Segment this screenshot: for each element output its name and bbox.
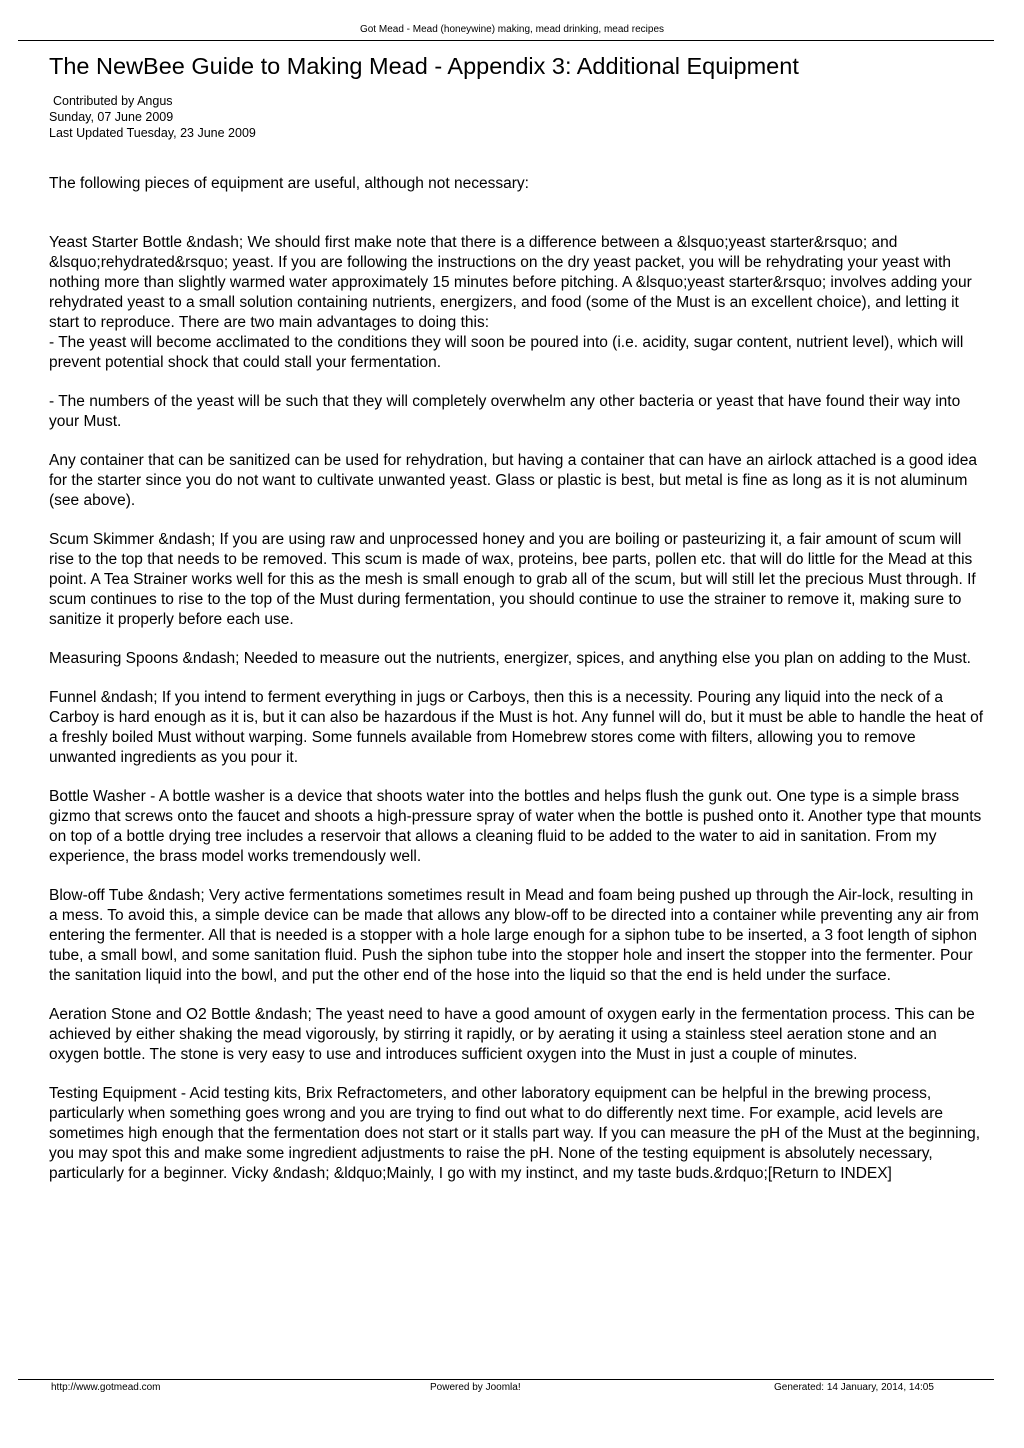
contributed-by: Contributed by Angus: [53, 94, 173, 108]
paragraph: Testing Equipment - Acid testing kits, Brix Refractometers, and other laboratory equipment can be helpful in the brewing process, particularly when something goes wrong and you are trying to find out what to do differently next time. For example, acid levels are sometimes high enough that the fermentation does not start or it stalls part way. If you can measure the pH of the Must at the beginning, you may spot this and make some ingredient adjustments to raise the pH. None of the testing equipment is absolutely necessary, particularly for a beginner. Vicky &ndash; &ldquo;Mainly, I go with my instinct, and my taste buds.&rdquo;[Return to INDEX]: [49, 1085, 981, 1182]
intro-paragraph: The following pieces of equipment are useful, although not necessary:: [49, 175, 529, 192]
paragraph: Scum Skimmer &ndash; If you are using raw and unprocessed honey and you are boiling or pasteurizing it, a fair amount of scum will rise to the top that needs to be removed. This scum is made of wax, proteins, bee parts, pollen etc. that will do little for the Mead at this point. A Tea Strainer works well for this as the mesh is small enough to grab all of the scum, but will still let the precious Must through. If scum continues to rise to the top of the Must during fermentation, you should continue to use the strainer to remove it, making sure to sanitize it properly before each use.: [49, 531, 976, 628]
paragraph: Blow-off Tube &ndash; Very active fermentations sometimes result in Mead and foam being pushed up through the Air-lock, resulting in a mess. To avoid this, a simple device can be made that allows any blow-off to be directed into a container while preventing any air from entering the fermenter. All that is needed is a stopper with a hole large enough for a siphon tube to be inserted, a 3 foot length of siphon tube, a small bowl, and some sanitation fluid. Push the siphon tube into the stopper hole and insert the stopper into the fermenter. Pour the sanitation liquid into the bowl, and put the other end of the hose into the liquid so that the end is held under the surface.: [49, 887, 979, 984]
last-updated: Last Updated Tuesday, 23 June 2009: [49, 126, 256, 140]
paragraph: Aeration Stone and O2 Bottle &ndash; The yeast need to have a good amount of oxygen early in the fermentation process. This can be achieved by either shaking the mead vigorously, by stirring it rapidly, or by aerating it using a stainless steel aeration stone and an oxygen bottle. The stone is very easy to use and introduces sufficient oxygen into the Must in just a couple of minutes.: [49, 1006, 975, 1063]
yeast-starter-section: [49, 233, 984, 373]
paragraph: - The numbers of the yeast will be such that they will completely overwhelm any other bacteria or yeast that have found their way into your Must.: [49, 393, 961, 430]
site-header-title: Got Mead - Mead (honeywine) making, mead drinking, mead recipes: [359, 24, 665, 35]
footer-generated: Generated: 14 January, 2014, 14:05: [774, 1382, 934, 1393]
header-divider: [18, 40, 994, 41]
paragraph: Yeast Starter Bottle &ndash; We should first make note that there is a difference between a &lsquo;yeast starter&rsquo; and &lsquo;rehydrated&rsquo; yeast. If you are following the instructions on the dry yeast packet, you will be rehydrating your yeast with nothing more than slightly warmed water approximately 15 minutes before pitching. A &lsquo;yeast starter&rsquo; involves adding your rehydrated yeast to a small solution containing nutrients, energizers, and food (some of the Must is an excellent choice), and letting it start to reproduce. There are two main advantages to doing this:: [49, 234, 972, 331]
footer-site-url[interactable]: http://www.gotmead.com: [51, 1382, 161, 1393]
paragraph: Any container that can be sanitized can be used for rehydration, but having a container that can have an airlock attached is a good idea for the starter since you do not want to cultivate unwanted yeast. Glass or plastic is best, but metal is fine as long as it is not aluminum (see above).: [49, 452, 978, 509]
article-meta: [49, 93, 256, 141]
page-title: The NewBee Guide to Making Mead - Appendix 3: Additional Equipment: [49, 53, 799, 79]
publish-date: Sunday, 07 June 2009: [49, 110, 174, 124]
paragraph: - The yeast will become acclimated to the conditions they will soon be poured into (i.e. acidity, sugar content, nutrient level), which will prevent potential shock that could stall your fermentation.: [49, 334, 964, 371]
footer-divider: [18, 1379, 994, 1380]
article-body: [49, 174, 984, 1203]
paragraph: Bottle Washer - A bottle washer is a device that shoots water into the bottles and helps flush the gunk out. One type is a simple brass gizmo that screws onto the faucet and shoots a high-pressure spray of water when the bottle is pushed onto it. Another type that mounts on top of a bottle drying tree includes a reservoir that allows a cleaning fluid to be added to the water to aid in sanitation. From my experience, the brass model works tremendously well.: [49, 788, 982, 865]
footer-powered-by: Powered by Joomla!: [430, 1382, 521, 1393]
paragraph: Funnel &ndash; If you intend to ferment everything in jugs or Carboys, then this is a necessity. Pouring any liquid into the neck of a Carboy is hard enough as it is, but it can also be hazardous if the Must is hot. Any funnel will do, but it must be able to handle the heat of a freshly boiled Must without warping. Some funnels available from Homebrew stores come with filters, allowing you to remove unwanted ingredients as you pour it.: [49, 689, 984, 766]
paragraph: Measuring Spoons &ndash; Needed to measure out the nutrients, energizer, spices, and anything else you plan on adding to the Must.: [49, 650, 971, 667]
